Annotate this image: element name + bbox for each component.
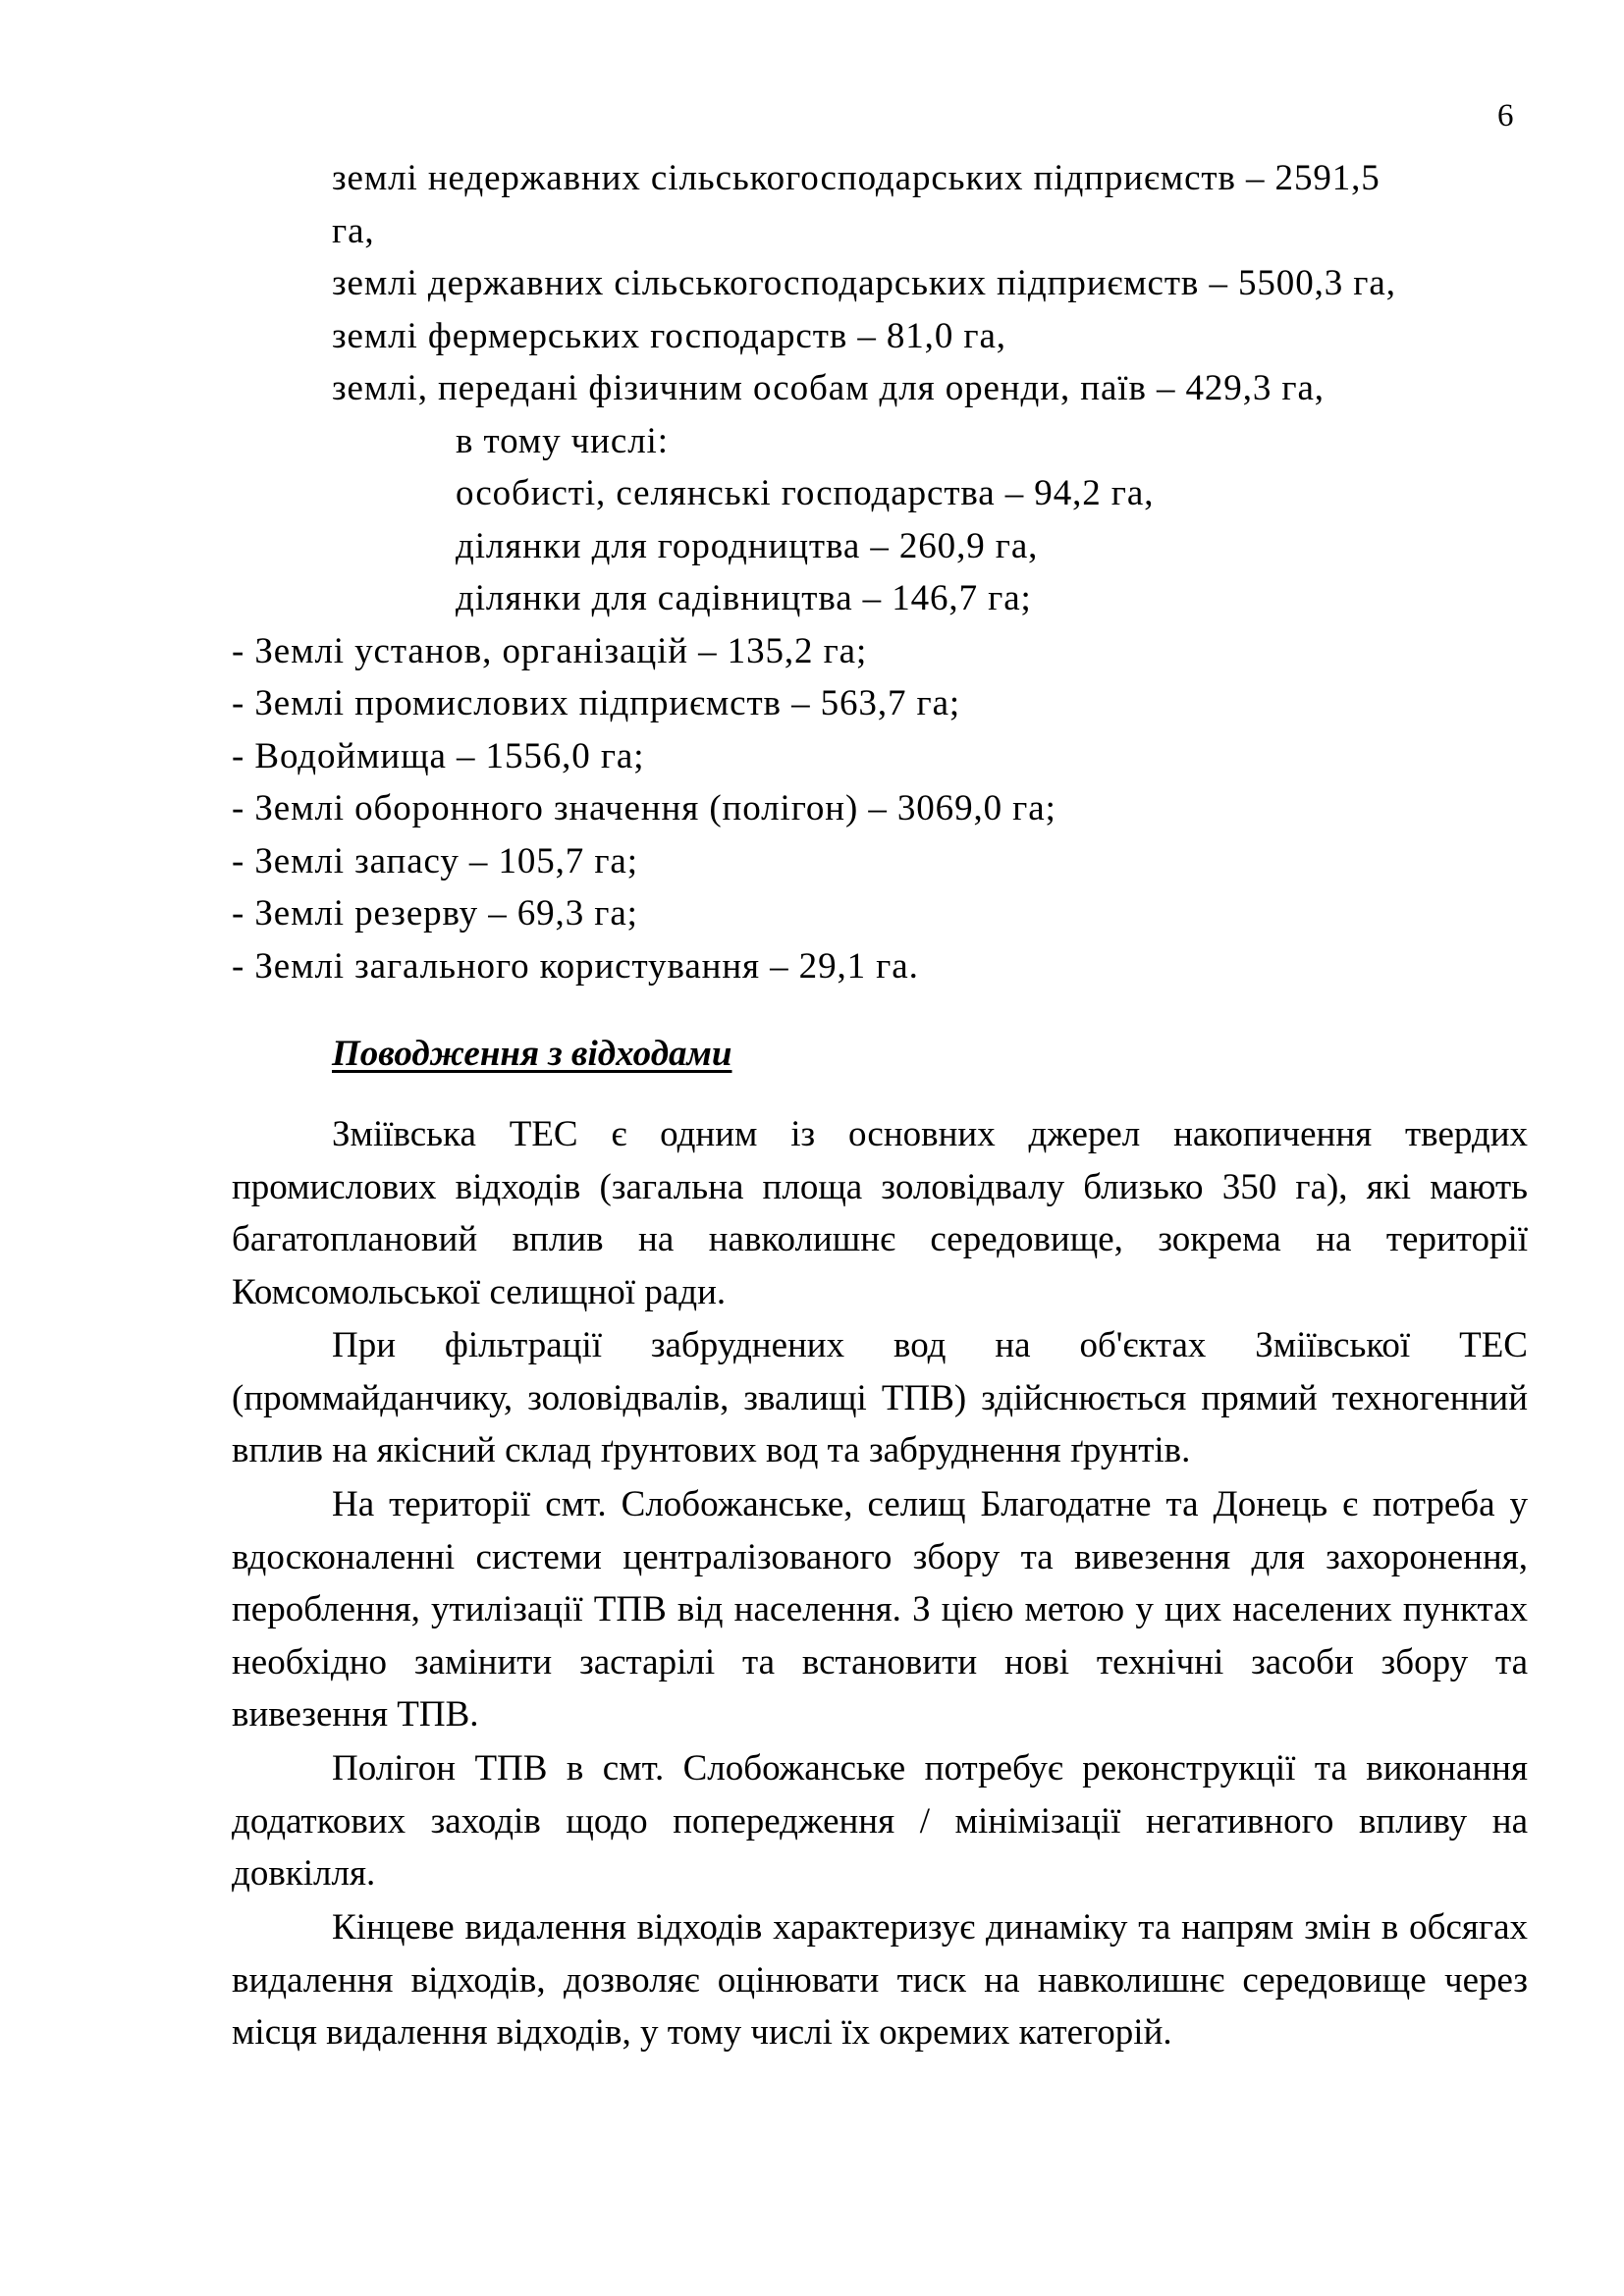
land-category: - Землі резерву – 69,3 га; <box>232 893 638 934</box>
page-number: 6 <box>1497 98 1514 133</box>
land-category: - Землі установ, організацій – 135,2 га; <box>232 631 868 671</box>
paragraph: Полігон ТПВ в смт. Слобожанське потребує реконструкції та виконання додаткових заходів щодо попередження / мінімізації негативного впливу на довкілля. <box>232 1748 1528 1894</box>
land-item: землі фермерських господарств – 81,0 га, <box>332 316 1006 356</box>
land-subitem: в тому числі: <box>456 421 669 461</box>
paragraph: Кінцеве видалення відходів характеризує динаміку та напрям змін в обсягах видалення відходів, дозволяє оцінювати тиск на навколишнє середовище через місця видалення відходів, у тому числі їх окремих категорій. <box>232 1907 1528 2053</box>
section-heading: Поводження з відходами <box>332 1034 732 1074</box>
land-item: землі, передані фізичним особам для оренди, паїв – 429,3 га, <box>332 368 1325 408</box>
land-category: - Землі промислових підприємств – 563,7 га; <box>232 683 961 723</box>
paragraph: Зміївська ТЕС є одним із основних джерел накопичення твердих промислових відходів (загальна площа золовідвалу близько 350 га), які мають багатоплановий вплив на навколишнє середовище, зокрема на території Комсомольської селищної ради. <box>232 1114 1528 1312</box>
paragraph: При фільтрації забруднених вод на об'єктах Зміївської ТЕС (проммайданчику, золовідвалів, звалищі ТПВ) здійснюється прямий техногенний вплив на якісний склад ґрунтових вод та забруднення ґрунтів. <box>232 1325 1528 1470</box>
land-category: - Землі оборонного значення (полігон) – 3069,0 га; <box>232 788 1056 828</box>
land-category: - Землі запасу – 105,7 га; <box>232 841 638 881</box>
paragraph: На території смт. Слобожанське, селищ Благодатне та Донець є потреба у вдосконаленні системи централізованого збору та вивезення для захоронення, пероблення, утилізації ТПВ від населення. З цією метою у цих населених пунктах необхідно замінити застарілі та встановити нові технічні засоби збору та вивезення ТПВ. <box>232 1484 1528 1735</box>
land-subitem: особисті, селянські господарства – 94,2 га, <box>456 473 1155 513</box>
land-item: землі недержавних сільськогосподарських підприємств – 2591,5 <box>332 158 1380 198</box>
land-category: - Водоймища – 1556,0 га; <box>232 736 645 776</box>
land-item: землі державних сільськогосподарських підприємств – 5500,3 га, <box>332 263 1396 303</box>
land-subitem: ділянки для городництва – 260,9 га, <box>456 526 1039 566</box>
land-subitem: ділянки для садівництва – 146,7 га; <box>456 578 1032 618</box>
land-category: - Землі загального користування – 29,1 га. <box>232 946 919 987</box>
land-item: га, <box>332 211 375 251</box>
